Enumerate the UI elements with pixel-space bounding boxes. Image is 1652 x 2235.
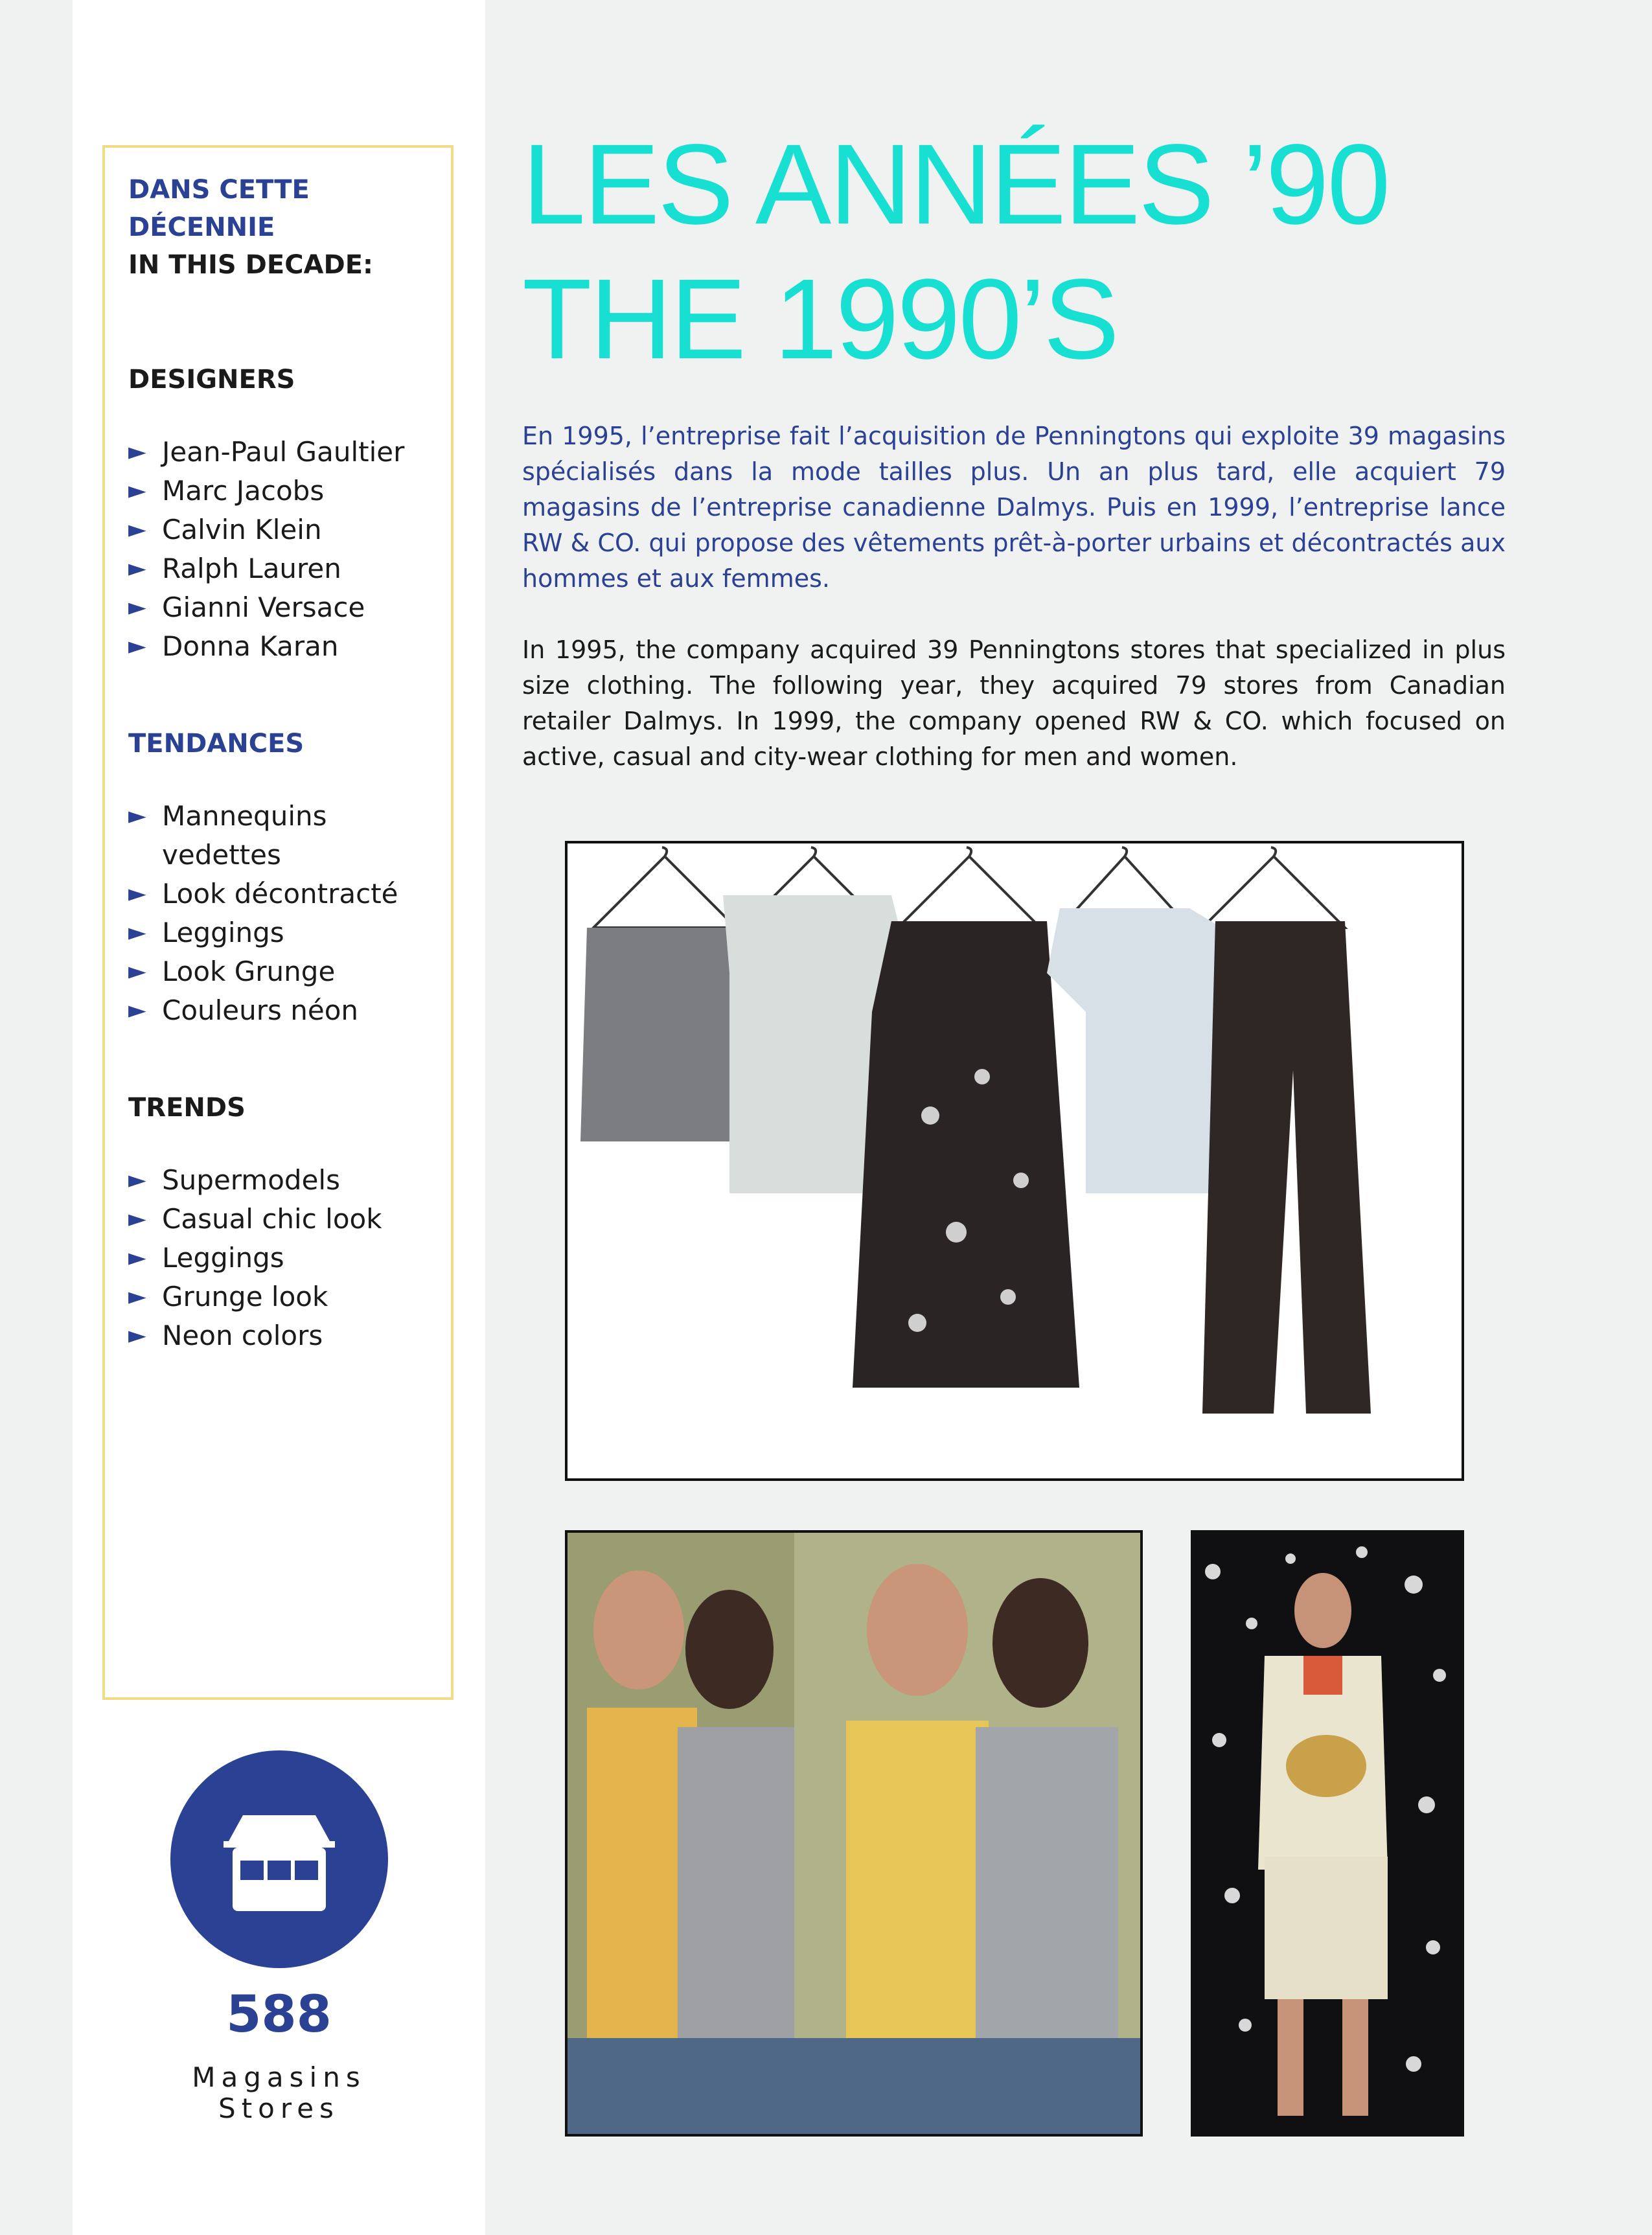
- tendances-title: TENDANCES: [128, 729, 304, 759]
- list-item: ► Calvin Klein: [128, 510, 444, 549]
- decade-heading-fr: DANS CETTE DÉCENNIE: [128, 175, 310, 242]
- designers-title: DESIGNERS: [128, 365, 295, 395]
- bullet-arrow-icon: ►: [128, 803, 146, 829]
- bullet-arrow-icon: ►: [128, 919, 146, 946]
- bullet-arrow-icon: ►: [128, 439, 146, 465]
- body-paragraph-en: In 1995, the company acquired 39 Penningtons stores that specialized in plus size clothing. The following year, they acquired 79 stores from Canadian retailer Dalmys. In 1999, the company opened RW & CO. which focused on active, casual and city-wear clothing for men and women.: [522, 636, 1506, 771]
- list-item: ► Look décontracté: [128, 875, 444, 913]
- list-item: ► Ralph Lauren: [128, 549, 444, 588]
- list-item: ► Look Grunge: [128, 952, 444, 991]
- list-item: ► Casual chic look: [128, 1200, 444, 1239]
- bullet-arrow-icon: ►: [128, 1206, 146, 1232]
- store-count: 588: [226, 1986, 332, 2044]
- list-item: ► Jean-Paul Gaultier: [128, 433, 444, 472]
- store-icon-graphic: [170, 1750, 388, 1968]
- trends-list: [128, 1161, 444, 1355]
- store-icon: [170, 1750, 388, 1968]
- bullet-arrow-icon: ►: [128, 1244, 146, 1271]
- models-illustration: [568, 1533, 1140, 2134]
- decade-info-content: [128, 171, 444, 1355]
- bullet-arrow-icon: ►: [128, 477, 146, 504]
- bullet-arrow-icon: ►: [128, 1322, 146, 1349]
- bullet-arrow-icon: ►: [128, 958, 146, 985]
- suit-model-illustration: [1193, 1533, 1462, 2134]
- list-item: ► Leggings: [128, 913, 444, 952]
- clothing-illustration: [568, 843, 1462, 1478]
- bullet-arrow-icon: ►: [128, 1283, 146, 1310]
- tendances-list: [128, 797, 444, 1030]
- page-title-en: THE 1990’S: [522, 256, 1118, 383]
- store-label-en: Stores: [218, 2092, 339, 2124]
- list-item: ► Marc Jacobs: [128, 472, 444, 510]
- decade-heading-en: IN THIS DECADE:: [128, 250, 374, 280]
- list-item: ► Gianni Versace: [128, 588, 444, 627]
- bullet-arrow-icon: ►: [128, 555, 146, 582]
- list-item: ► Donna Karan: [128, 627, 444, 666]
- bullet-arrow-icon: ►: [128, 880, 146, 907]
- list-item: ► Supermodels: [128, 1161, 444, 1200]
- bullet-arrow-icon: ►: [128, 633, 146, 659]
- body-paragraph-fr: En 1995, l’entreprise fait l’acquisition de Penningtons qui exploite 39 magasins spécialisés dans la mode tailles plus. Un an plus tard, elle acquiert 79 magasins de l’entreprise canadienne Dalmys. Puis en 1999, l’entreprise lance RW & CO. qui propose des vêtements prêt-à-porter urbains et décontractés aux hommes et aux femmes.: [522, 422, 1506, 593]
- models-photo: [565, 1530, 1143, 2137]
- bullet-arrow-icon: ►: [128, 997, 146, 1024]
- page-title-fr: LES ANNÉES ’90: [522, 121, 1389, 248]
- suit-model-photo: [1191, 1530, 1464, 2137]
- decade-info-box: [102, 145, 453, 1700]
- bullet-arrow-icon: ►: [128, 594, 146, 621]
- list-item: ► Mannequins vedettes: [128, 797, 444, 875]
- list-item: ► Grunge look: [128, 1278, 444, 1316]
- list-item: ► Leggings: [128, 1239, 444, 1278]
- clothing-photo: [565, 841, 1464, 1481]
- store-label-fr: Magasins: [192, 2061, 366, 2093]
- list-item: ► Neon colors: [128, 1316, 444, 1355]
- designers-list: [128, 433, 444, 666]
- page-margin: [0, 0, 73, 2235]
- bullet-arrow-icon: ►: [128, 516, 146, 543]
- list-item: ► Couleurs néon: [128, 991, 444, 1030]
- bullet-arrow-icon: ►: [128, 1167, 146, 1193]
- trends-title: TRENDS: [128, 1093, 246, 1123]
